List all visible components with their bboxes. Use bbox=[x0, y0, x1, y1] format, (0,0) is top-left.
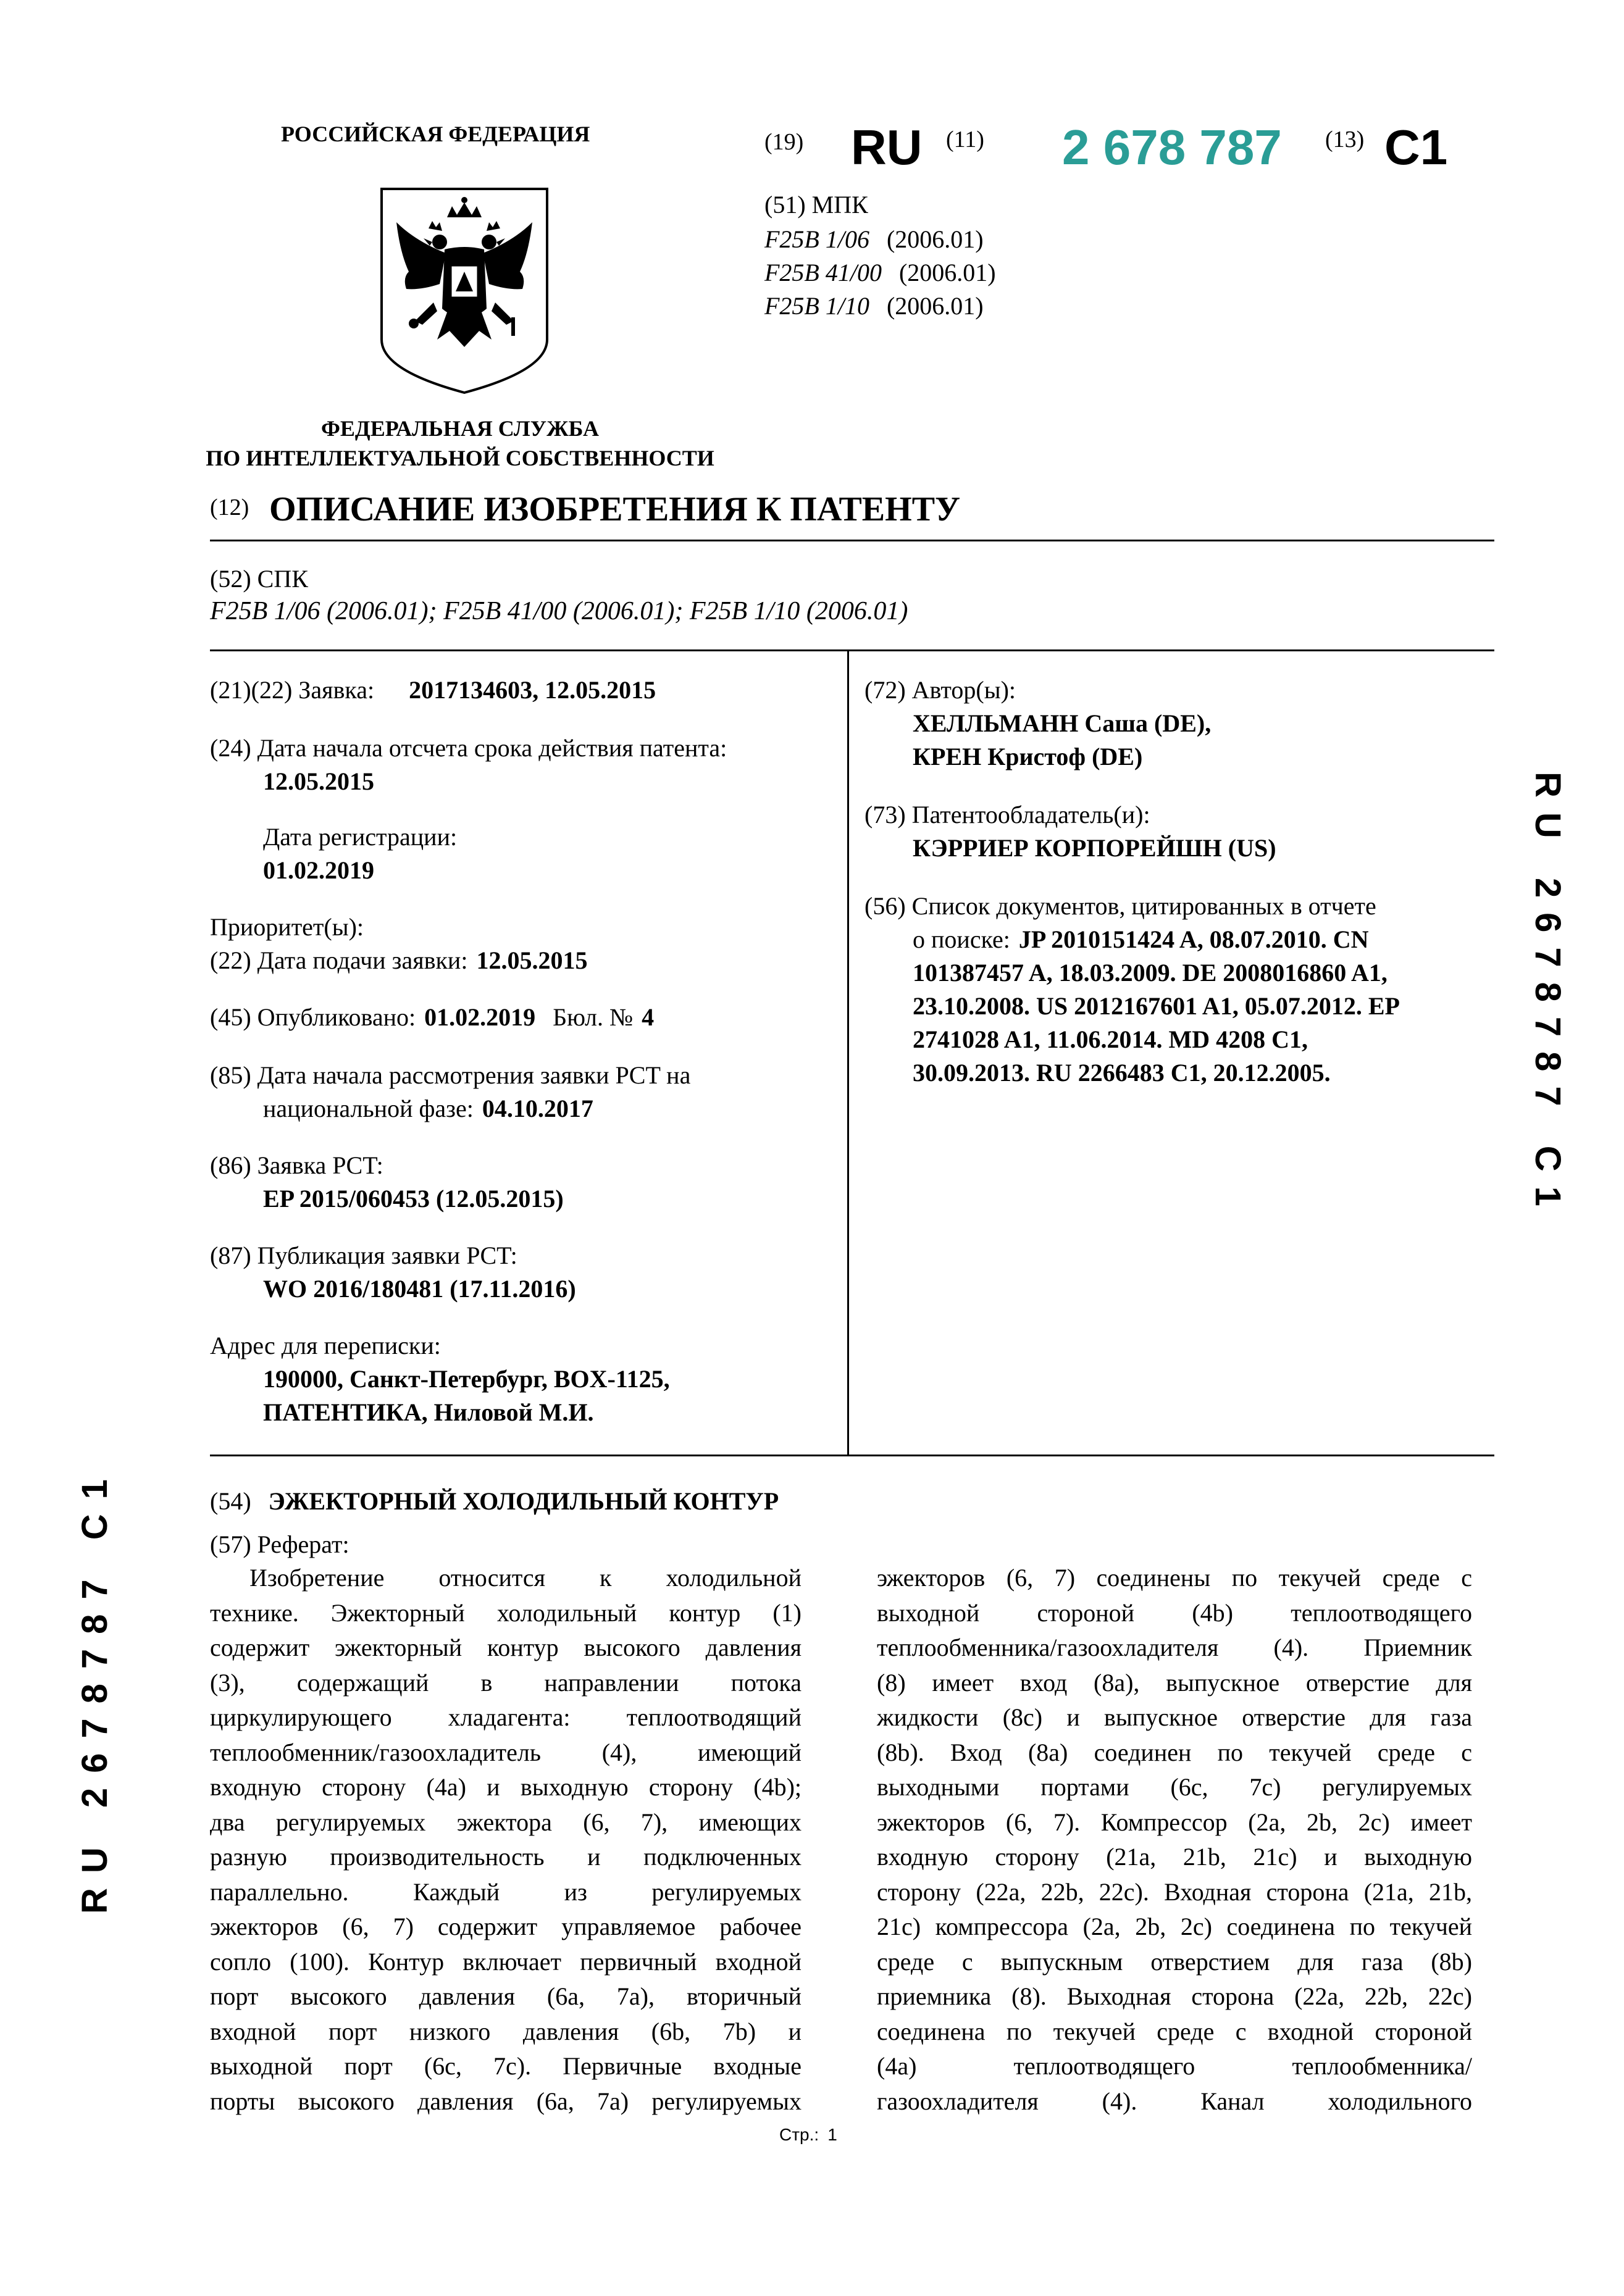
abstract-line: содержит эжекторный контур высокого давления bbox=[210, 1634, 802, 1661]
holder-label: (73) Патентообладатель(и): bbox=[864, 801, 1150, 829]
coat-of-arms-emblem bbox=[378, 185, 551, 395]
priority-label: Приоритет(ы): bbox=[210, 913, 364, 941]
country-name: РОССИЙСКАЯ ФЕДЕРАЦИЯ bbox=[281, 122, 590, 146]
column-divider bbox=[847, 649, 849, 1455]
registration-label: Дата регистрации: bbox=[263, 823, 458, 851]
abstract-line: (4a) теплоотводящего теплообменника/ bbox=[877, 2052, 1472, 2080]
term-start-label: (24) Дата начала отсчета срока действия патента: bbox=[210, 734, 727, 762]
abstract-line: выходными портами (6c, 7c) регулируемых bbox=[877, 1773, 1472, 1801]
address-line: ПАТЕНТИКА, Ниловой М.И. bbox=[263, 1398, 594, 1426]
abstract-right-column bbox=[877, 1561, 1472, 2119]
pct-pub-label: (87) Публикация заявки PCT: bbox=[210, 1242, 517, 1269]
cpc-codes: F25B 1/06 (2006.01); F25B 41/00 (2006.01); F25B 1/10 (2006.01) bbox=[210, 597, 908, 625]
invention-title: (54) ЭЖЕКТОРНЫЙ ХОЛОДИЛЬНЫЙ КОНТУР bbox=[210, 1487, 779, 1515]
agency-name: ФЕДЕРАЛЬНАЯ СЛУЖБА ПО ИНТЕЛЛЕКТУАЛЬНОЙ СОБСТВЕННОСТИ bbox=[206, 416, 714, 470]
ipc-entry: F25B 1/06 (2006.01) bbox=[764, 225, 984, 253]
address-line: 190000, Санкт-Петербург, BOX-1125, bbox=[263, 1365, 670, 1393]
country-code: RU bbox=[851, 120, 923, 175]
abstract-label: (57) Реферат: bbox=[210, 1530, 349, 1558]
abstract-line: Изобретение относится к холодильной bbox=[249, 1564, 802, 1592]
pct-app-label: (86) Заявка PCT: bbox=[210, 1151, 383, 1179]
abstract-line: порты высокого давления (6a, 7a) регулируемых bbox=[210, 2087, 802, 2115]
cpc-label: (52) СПК bbox=[210, 565, 308, 593]
margin-patent-id-left: RU 2678787 C1 bbox=[75, 1464, 115, 1914]
pct-start-label: (85) Дата начала рассмотрения заявки PCT на bbox=[210, 1061, 691, 1089]
cited-first-line: о поиске: JP 2010151424 A, 08.07.2010. CN bbox=[913, 925, 1369, 953]
abstract-line: жидкости (8c) и выпускное отверстие для газа bbox=[877, 1703, 1472, 1731]
abstract-line: соединена по текучей среде с входной стороной bbox=[877, 2017, 1472, 2045]
abstract-line: технике. Эжекторный холодильный контур (1) bbox=[210, 1598, 802, 1627]
cited-line: 23.10.2008. US 2012167601 A1, 05.07.2012. EP bbox=[913, 992, 1400, 1020]
pct-pub-value: WO 2016/180481 (17.11.2016) bbox=[263, 1275, 576, 1303]
abstract-line: среде с выпускным отверстием для газа (8b) bbox=[877, 1947, 1472, 1976]
pct-app-value: EP 2015/060453 (12.05.2015) bbox=[263, 1185, 564, 1213]
abstract-line: приемника (8). Выходная сторона (22a, 22b, 22c) bbox=[877, 1982, 1472, 2010]
cited-line: 101387457 A, 18.03.2009. DE 2008016860 A1, bbox=[913, 959, 1388, 987]
abstract-line: входную сторону (21a, 21b, 21c) и выходную bbox=[877, 1843, 1472, 1871]
abstract-line: эжекторов (6, 7). Компрессор (2a, 2b, 2c) имеет bbox=[877, 1808, 1472, 1836]
abstract-line: сторону (22a, 22b, 22c). Входная сторона (21a, 21b, bbox=[877, 1877, 1472, 1906]
ipc-entry: F25B 1/10 (2006.01) bbox=[764, 292, 984, 320]
ipc-label: (51) МПК bbox=[764, 191, 868, 219]
authors-label: (72) Автор(ы): bbox=[864, 676, 1016, 704]
holder-name: КЭРРИЕР КОРПОРЕЙШН (US) bbox=[913, 834, 1276, 862]
filing-date-field: (22) Дата подачи заявки: 12.05.2015 bbox=[210, 946, 588, 974]
author-name: ХЕЛЛЬМАНН Саша (DE), bbox=[913, 709, 1212, 737]
abstract-line: (8) имеет вход (8a), выпускное отверстие для bbox=[877, 1668, 1472, 1697]
abstract-line: выходной стороной (4b) теплоотводящего bbox=[877, 1598, 1472, 1627]
abstract-line: порт высокого давления (6a, 7a), вторичный bbox=[210, 1982, 802, 2010]
abstract-line: (8b). Вход (8a) соединен по текучей среде с bbox=[877, 1738, 1472, 1766]
abstract-line: газоохладителя (4). Канал холодильного bbox=[877, 2087, 1472, 2115]
abstract-line: выходной порт (6c, 7c). Первичные входные bbox=[210, 2052, 802, 2080]
pct-start-field: национальной фазе: 04.10.2017 bbox=[263, 1095, 593, 1122]
code-13: (13) bbox=[1325, 127, 1365, 152]
address-label: Адрес для переписки: bbox=[210, 1332, 441, 1359]
abstract-line: входную сторону (4a) и выходную сторону (4b); bbox=[210, 1773, 802, 1801]
abstract-left-column bbox=[210, 1561, 802, 2119]
cited-line: 2741028 A1, 11.06.2014. MD 4208 C1, bbox=[913, 1025, 1308, 1053]
document-title: ОПИСАНИЕ ИЗОБРЕТЕНИЯ К ПАТЕНТУ bbox=[269, 490, 961, 528]
application-field: (21)(22) Заявка: 2017134603, 12.05.2015 bbox=[210, 676, 656, 704]
divider bbox=[210, 649, 1494, 651]
abstract-line: входной порт низкого давления (6b, 7b) и bbox=[210, 2017, 802, 2045]
abstract-line: теплообменник/газоохладитель (4), имеющий bbox=[210, 1738, 802, 1766]
code-11: (11) bbox=[946, 127, 984, 152]
abstract-line: эжекторов (6, 7) содержит управляемое рабочее bbox=[210, 1913, 802, 1940]
abstract-line: два регулируемых эжектора (6, 7), имеющих bbox=[210, 1808, 802, 1836]
published-field: (45) Опубликовано: 01.02.2019 Бюл. № 4 bbox=[210, 1003, 655, 1031]
abstract-line: циркулирующего хладагента: теплоотводящий bbox=[210, 1703, 802, 1731]
abstract-line: эжекторов (6, 7) соединены по текучей среде с bbox=[877, 1564, 1472, 1592]
divider bbox=[210, 1455, 1494, 1456]
abstract-line: параллельно. Каждый из регулируемых bbox=[210, 1877, 802, 1906]
term-start-value: 12.05.2015 bbox=[263, 767, 374, 795]
patent-number: 2 678 787 bbox=[1062, 120, 1282, 175]
title-code: (12) bbox=[210, 495, 249, 520]
margin-patent-id-right: RU 2678787 C1 bbox=[1528, 772, 1568, 1221]
code-19: (19) bbox=[764, 129, 804, 155]
abstract-line: разную производительность и подключенных bbox=[210, 1843, 802, 1871]
author-name: КРЕН Кристоф (DE) bbox=[913, 743, 1143, 770]
cited-label: (56) Список документов, цитированных в отчете bbox=[864, 892, 1376, 920]
abstract-line: (3), содержащий в направлении потока bbox=[210, 1668, 802, 1697]
registration-value: 01.02.2019 bbox=[263, 856, 374, 884]
abstract-line: сопло (100). Контур включает первичный входной bbox=[210, 1947, 802, 1976]
page-number: Стр.: 1 bbox=[779, 2125, 837, 2144]
ipc-entry: F25B 41/00 (2006.01) bbox=[764, 259, 996, 286]
abstract-line: теплообменника/газоохладителя (4). Приемник bbox=[877, 1634, 1472, 1661]
kind-code: C1 bbox=[1384, 120, 1448, 175]
cited-line: 30.09.2013. RU 2266483 C1, 20.12.2005. bbox=[913, 1059, 1331, 1087]
divider bbox=[210, 540, 1494, 541]
abstract-line: 21c) компрессора (2a, 2b, 2c) соединена по текучей bbox=[877, 1913, 1472, 1940]
